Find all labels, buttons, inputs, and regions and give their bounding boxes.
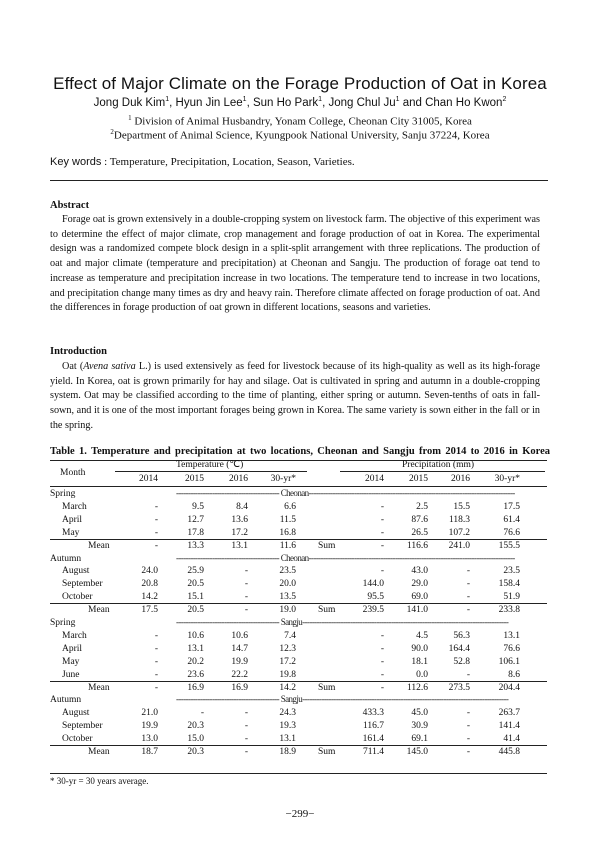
precipitation-value: 17.5 bbox=[503, 501, 520, 512]
precipitation-value: 26.5 bbox=[411, 527, 428, 538]
precipitation-value: 4.5 bbox=[416, 630, 428, 641]
temperature-mean-value: 11.6 bbox=[279, 540, 296, 551]
temperature-value: 25.9 bbox=[187, 566, 204, 577]
temperature-value: 20.3 bbox=[187, 721, 204, 732]
author-affiliation-marker: 1 bbox=[165, 96, 170, 103]
month-label: March bbox=[62, 630, 87, 641]
temperature-value: - bbox=[244, 721, 248, 732]
abstract-paragraph: Forage oat is grown extensively in a double-cropping system on livestock farm. The objective of this experiment was to determine the effect of major climate, crop management and forage production of oat in Korea. The experimental design was a randomized compete block design in a split-split arrangement with three replications. The production of oat and major climate (temperature and precipitation) at Cheonan and Sangju. The production of forage oat tend to increase as temperature and precipitation increase in two locations. The temperature tend to increase in two locations, and precipitation change many times as dry and heavy rain. Therefore climate affected on forage production of oat. And the differences in forage production of oat grown in different locations, seasons and varieties. bbox=[50, 214, 540, 314]
precipitation-sum-value: - bbox=[380, 540, 384, 551]
precipitation-value: 158.4 bbox=[498, 579, 520, 590]
precipitation-value: 76.6 bbox=[503, 527, 520, 538]
temperature-value: 12.7 bbox=[187, 514, 204, 525]
affiliation-1-text: Division of Animal Husbandry, Yonam College, Cheonan City 31005, Korea bbox=[134, 115, 472, 128]
author-name: Sun Ho Park bbox=[252, 96, 319, 109]
temperature-value: 13.0 bbox=[141, 734, 158, 745]
precipitation-value: - bbox=[466, 579, 470, 590]
mean-label: Mean bbox=[88, 605, 110, 616]
location-label: Cheonan bbox=[280, 552, 309, 563]
precipitation-value: - bbox=[466, 708, 470, 719]
temperature-value: 20.2 bbox=[187, 656, 204, 667]
precipitation-value: 13.1 bbox=[503, 630, 520, 641]
temperature-value: - bbox=[200, 708, 204, 719]
temperature-value: 10.6 bbox=[187, 630, 204, 641]
temperature-mean-value: 13.3 bbox=[187, 540, 204, 551]
temperature-value: - bbox=[244, 708, 248, 719]
season-label: Autumn bbox=[50, 553, 82, 564]
precipitation-value: 18.1 bbox=[411, 656, 428, 667]
precipitation-value: 95.5 bbox=[367, 592, 384, 603]
precipitation-value: 76.6 bbox=[503, 643, 520, 654]
temperature-value: 24.3 bbox=[279, 708, 296, 719]
precipitation-value: 118.3 bbox=[448, 514, 470, 525]
precipitation-year-header: 2014 bbox=[365, 474, 384, 484]
month-label: April bbox=[62, 643, 83, 654]
precipitation-value: 41.4 bbox=[503, 734, 520, 745]
introduction-heading: Introduction bbox=[50, 346, 107, 357]
temperature-mean-value: 18.7 bbox=[141, 747, 158, 757]
mean-label: Mean bbox=[88, 682, 110, 693]
temperature-group-header: Temperature (℃) bbox=[176, 460, 244, 470]
temperature-value: - bbox=[244, 566, 248, 577]
precipitation-value: 141.4 bbox=[498, 721, 520, 732]
precipitation-value: - bbox=[466, 721, 470, 732]
temperature-value: 15.1 bbox=[187, 592, 204, 603]
precipitation-sum-value: 233.8 bbox=[498, 605, 520, 616]
paper-title: Effect of Major Climate on the Forage Production of Oat in Korea bbox=[53, 74, 547, 93]
temperature-value: 13.5 bbox=[279, 592, 296, 603]
precipitation-sum-value: 145.0 bbox=[406, 747, 428, 757]
precipitation-value: 87.6 bbox=[411, 514, 428, 525]
precipitation-value: 23.5 bbox=[503, 566, 520, 577]
author-name: Chan Ho Kwon bbox=[425, 96, 503, 109]
precipitation-value: 116.7 bbox=[362, 721, 384, 732]
month-label: October bbox=[62, 592, 93, 603]
precipitation-sum-value: 273.5 bbox=[448, 682, 470, 693]
temperature-value: 7.4 bbox=[284, 630, 296, 641]
temperature-value: 17.2 bbox=[231, 527, 248, 538]
temperature-year-header: 30-yr* bbox=[270, 474, 296, 484]
precipitation-value: 56.3 bbox=[453, 630, 470, 641]
temperature-value: 19.8 bbox=[279, 669, 296, 680]
precipitation-sum-value: 241.0 bbox=[448, 540, 470, 551]
precipitation-value: 15.5 bbox=[453, 501, 470, 512]
precipitation-sum-value: - bbox=[466, 747, 470, 757]
author-name: Hyun Jin Lee bbox=[175, 96, 243, 109]
temperature-value: 6.6 bbox=[284, 501, 296, 512]
precipitation-value: 30.9 bbox=[411, 721, 428, 732]
temperature-year-header: 2014 bbox=[139, 474, 158, 484]
precipitation-value: - bbox=[466, 566, 470, 577]
month-column-header: Month bbox=[60, 468, 86, 478]
temperature-value: 13.1 bbox=[279, 734, 296, 745]
temperature-value: 19.9 bbox=[141, 721, 158, 732]
temperature-value: 24.0 bbox=[141, 566, 158, 577]
precipitation-sum-value: 112.6 bbox=[406, 682, 428, 693]
month-label: June bbox=[62, 669, 80, 680]
month-label: April bbox=[62, 514, 83, 525]
location-divider: ------------------------------------------- Cheonan-------------------------------------------------------------------------------------- bbox=[176, 488, 515, 498]
temperature-value: 14.7 bbox=[231, 643, 248, 654]
precipitation-value: - bbox=[380, 566, 384, 577]
precipitation-value: 164.4 bbox=[448, 643, 470, 654]
temperature-mean-value: 16.9 bbox=[187, 682, 204, 693]
precipitation-value: 51.9 bbox=[503, 592, 520, 603]
location-divider: ------------------------------------------- Sangju-------------------------------------------------------------------------------------- bbox=[176, 694, 509, 705]
precipitation-group-rule bbox=[340, 471, 545, 472]
affiliation-1-marker: 1 bbox=[128, 114, 132, 122]
precipitation-value: - bbox=[380, 643, 384, 654]
precipitation-group-header: Precipitation (mm) bbox=[402, 460, 475, 470]
affiliation-2-marker: 2 bbox=[110, 128, 114, 136]
author-affiliation-marker: 1 bbox=[318, 96, 323, 103]
precipitation-sum-value: 239.5 bbox=[362, 605, 384, 616]
temperature-mean-value: 14.2 bbox=[279, 682, 296, 693]
sum-label: Sum bbox=[318, 540, 336, 551]
temperature-value: 12.3 bbox=[279, 643, 296, 654]
sum-label: Sum bbox=[318, 682, 336, 693]
precipitation-value: - bbox=[466, 592, 470, 603]
temperature-value: 17.2 bbox=[279, 656, 296, 667]
temperature-mean-value: - bbox=[154, 682, 158, 693]
location-label: Cheonan bbox=[280, 488, 309, 498]
precipitation-value: - bbox=[380, 656, 384, 667]
precipitation-value: - bbox=[380, 514, 384, 525]
precipitation-value: - bbox=[466, 669, 470, 680]
author-affiliation-marker: 2 bbox=[502, 96, 507, 103]
keywords-line bbox=[50, 156, 355, 168]
temperature-group-rule bbox=[115, 471, 307, 472]
introduction-paragraph bbox=[50, 360, 540, 434]
temperature-value: 19.9 bbox=[231, 656, 248, 667]
precipitation-value: - bbox=[380, 669, 384, 680]
location-label: Sangju bbox=[280, 617, 303, 627]
page-number: −299− bbox=[285, 808, 315, 820]
temperature-value: - bbox=[154, 527, 158, 538]
temperature-value: 13.6 bbox=[231, 514, 248, 525]
precipitation-value: - bbox=[380, 527, 384, 538]
season-label: Autumn bbox=[50, 695, 82, 706]
month-label: October bbox=[62, 734, 93, 745]
location-divider: ------------------------------------------- Cheonan-------------------------------------------------------------------------------------- bbox=[176, 552, 515, 563]
temperature-value: 19.3 bbox=[279, 721, 296, 732]
month-label: September bbox=[62, 721, 103, 732]
temperature-mean-value: 13.1 bbox=[231, 540, 248, 551]
precipitation-value: - bbox=[380, 630, 384, 641]
temperature-value: 8.4 bbox=[236, 501, 248, 512]
temperature-value: 9.5 bbox=[192, 501, 204, 512]
header-rule bbox=[50, 180, 548, 181]
author-affiliation-marker: 1 bbox=[242, 96, 247, 103]
keywords-label: Key words bbox=[50, 156, 102, 168]
precipitation-year-header: 30-yr* bbox=[494, 474, 520, 484]
precipitation-value: 144.0 bbox=[362, 579, 384, 590]
temperature-mean-value: 18.9 bbox=[279, 747, 296, 757]
precipitation-value: - bbox=[466, 734, 470, 745]
temperature-value: - bbox=[244, 734, 248, 745]
season-label: Spring bbox=[50, 489, 76, 499]
intro-species-name: Avena sativa bbox=[83, 361, 136, 372]
precipitation-year-header: 2015 bbox=[409, 474, 428, 484]
month-label: May bbox=[62, 656, 80, 667]
month-label: August bbox=[62, 708, 90, 719]
precipitation-sum-value: 155.5 bbox=[498, 540, 520, 551]
affiliation-1 bbox=[0, 114, 600, 128]
temperature-value: 20.0 bbox=[279, 579, 296, 590]
table-caption: Table 1. Temperature and precipitation at two locations, Cheonan and Sangju from 2014 to 2016 in Korea bbox=[50, 446, 550, 457]
temperature-mean-value: 20.5 bbox=[187, 605, 204, 616]
intro-text-start: Oat ( bbox=[62, 361, 84, 372]
temperature-value: 20.8 bbox=[141, 579, 158, 590]
temperature-value: 17.8 bbox=[187, 527, 204, 538]
temperature-value: 15.0 bbox=[187, 734, 204, 745]
temperature-value: - bbox=[154, 630, 158, 641]
temperature-value: - bbox=[154, 501, 158, 512]
temperature-mean-value: 17.5 bbox=[141, 605, 158, 616]
sum-label: Sum bbox=[318, 747, 336, 757]
table-footnote: * 30-yr = 30 years average. bbox=[50, 776, 149, 786]
temperature-value: 23.6 bbox=[187, 669, 204, 680]
precipitation-value: 0.0 bbox=[416, 669, 428, 680]
precipitation-value: 69.0 bbox=[411, 592, 428, 603]
precipitation-sum-value: 141.0 bbox=[406, 605, 428, 616]
precipitation-sum-value: 711.4 bbox=[362, 747, 384, 757]
keywords-separator: : bbox=[101, 156, 110, 168]
temperature-value: 14.2 bbox=[141, 592, 158, 603]
temperature-value: 22.2 bbox=[231, 669, 248, 680]
temperature-value: 10.6 bbox=[231, 630, 248, 641]
author-name: Jong Chul Ju bbox=[328, 96, 396, 109]
temperature-value: - bbox=[244, 592, 248, 603]
abstract-heading: Abstract bbox=[50, 200, 90, 211]
mean-label: Mean bbox=[88, 747, 110, 757]
precipitation-value: 263.7 bbox=[498, 708, 520, 719]
temperature-mean-value: - bbox=[154, 540, 158, 551]
keywords-text: Temperature, Precipitation, Location, Season, Varieties. bbox=[109, 156, 355, 168]
precipitation-value: 433.3 bbox=[362, 708, 384, 719]
precipitation-sum-value: 116.6 bbox=[406, 540, 428, 551]
location-label: Sangju bbox=[280, 694, 303, 705]
temperature-value: - bbox=[154, 656, 158, 667]
precipitation-sum-value: - bbox=[380, 682, 384, 693]
precipitation-value: 61.4 bbox=[503, 514, 520, 525]
temperature-year-header: 2015 bbox=[185, 474, 204, 484]
author-name: Jong Duk Kim bbox=[93, 96, 166, 109]
table-header-rule bbox=[50, 486, 547, 487]
temperature-mean-value: - bbox=[244, 605, 248, 616]
precipitation-value: 2.5 bbox=[416, 501, 428, 512]
precipitation-value: 8.6 bbox=[508, 669, 520, 680]
precipitation-value: 45.0 bbox=[411, 708, 428, 719]
month-label: September bbox=[62, 579, 103, 590]
mean-label: Mean bbox=[88, 540, 110, 551]
temperature-value: 20.5 bbox=[187, 579, 204, 590]
table-bottom-rule bbox=[50, 773, 547, 774]
temperature-value: 16.8 bbox=[279, 527, 296, 538]
precipitation-year-header: 2016 bbox=[451, 474, 470, 484]
temperature-value: 23.5 bbox=[279, 566, 296, 577]
temperature-value: - bbox=[244, 579, 248, 590]
precipitation-value: - bbox=[380, 501, 384, 512]
precipitation-value: 52.8 bbox=[453, 656, 470, 667]
temperature-value: 13.1 bbox=[187, 643, 204, 654]
season-label: Spring bbox=[50, 618, 76, 628]
precipitation-value: 90.0 bbox=[411, 643, 428, 654]
temperature-year-header: 2016 bbox=[229, 474, 248, 484]
precipitation-sum-value: - bbox=[466, 605, 470, 616]
author-list: Jong Duk Kim$^1$, Hyun Jin Lee$^1$, Sun Ho Park$^1$, Jong Chul Ju$^1$ and Chan Ho Kwon$^2$ bbox=[93, 96, 507, 109]
temperature-value: - bbox=[154, 669, 158, 680]
month-label: March bbox=[62, 501, 87, 512]
month-label: August bbox=[62, 566, 90, 577]
temperature-mean-value: 16.9 bbox=[231, 682, 248, 693]
precipitation-sum-value: 445.8 bbox=[498, 747, 520, 757]
intro-text-rest: L.) is used extensively as feed for livestock because of its high-quality as well as its high-forage yield. In Korea, oat is grown primarily for hay and silage. Oat is cultivated in spring and autumn in a double-cropping system. Oat may be classified according to the time of planting, either spring or autumn. Seven-tenths of oats in fall-sown, and it is one of the most important forages being grown in Korea. The same variety is sown either in the fall or in the spring. bbox=[50, 361, 541, 431]
location-divider: ------------------------------------------- Sangju-------------------------------------------------------------------------------------- bbox=[176, 617, 509, 627]
temperature-value: 21.0 bbox=[141, 708, 158, 719]
month-label: May bbox=[62, 527, 80, 538]
author-affiliation-marker: 1 bbox=[395, 96, 400, 103]
precipitation-value: 106.1 bbox=[498, 656, 520, 667]
precipitation-sum-value: 204.4 bbox=[498, 682, 520, 693]
temperature-value: 11.5 bbox=[279, 514, 296, 525]
precipitation-value: 107.2 bbox=[448, 527, 470, 538]
precipitation-value: 69.1 bbox=[411, 734, 428, 745]
precipitation-value: 161.4 bbox=[362, 734, 384, 745]
temperature-mean-value: 19.0 bbox=[279, 605, 296, 616]
temperature-mean-value: 20.3 bbox=[187, 747, 204, 757]
precipitation-value: 43.0 bbox=[411, 566, 428, 577]
affiliation-2-text: Department of Animal Science, Kyungpook National University, Sanju 37224, Korea bbox=[113, 129, 490, 142]
affiliation-2 bbox=[0, 128, 600, 142]
temperature-value: - bbox=[154, 514, 158, 525]
temperature-mean-value: - bbox=[244, 747, 248, 757]
temperature-value: - bbox=[154, 643, 158, 654]
precipitation-value: 29.0 bbox=[411, 579, 428, 590]
sum-label: Sum bbox=[318, 605, 336, 616]
